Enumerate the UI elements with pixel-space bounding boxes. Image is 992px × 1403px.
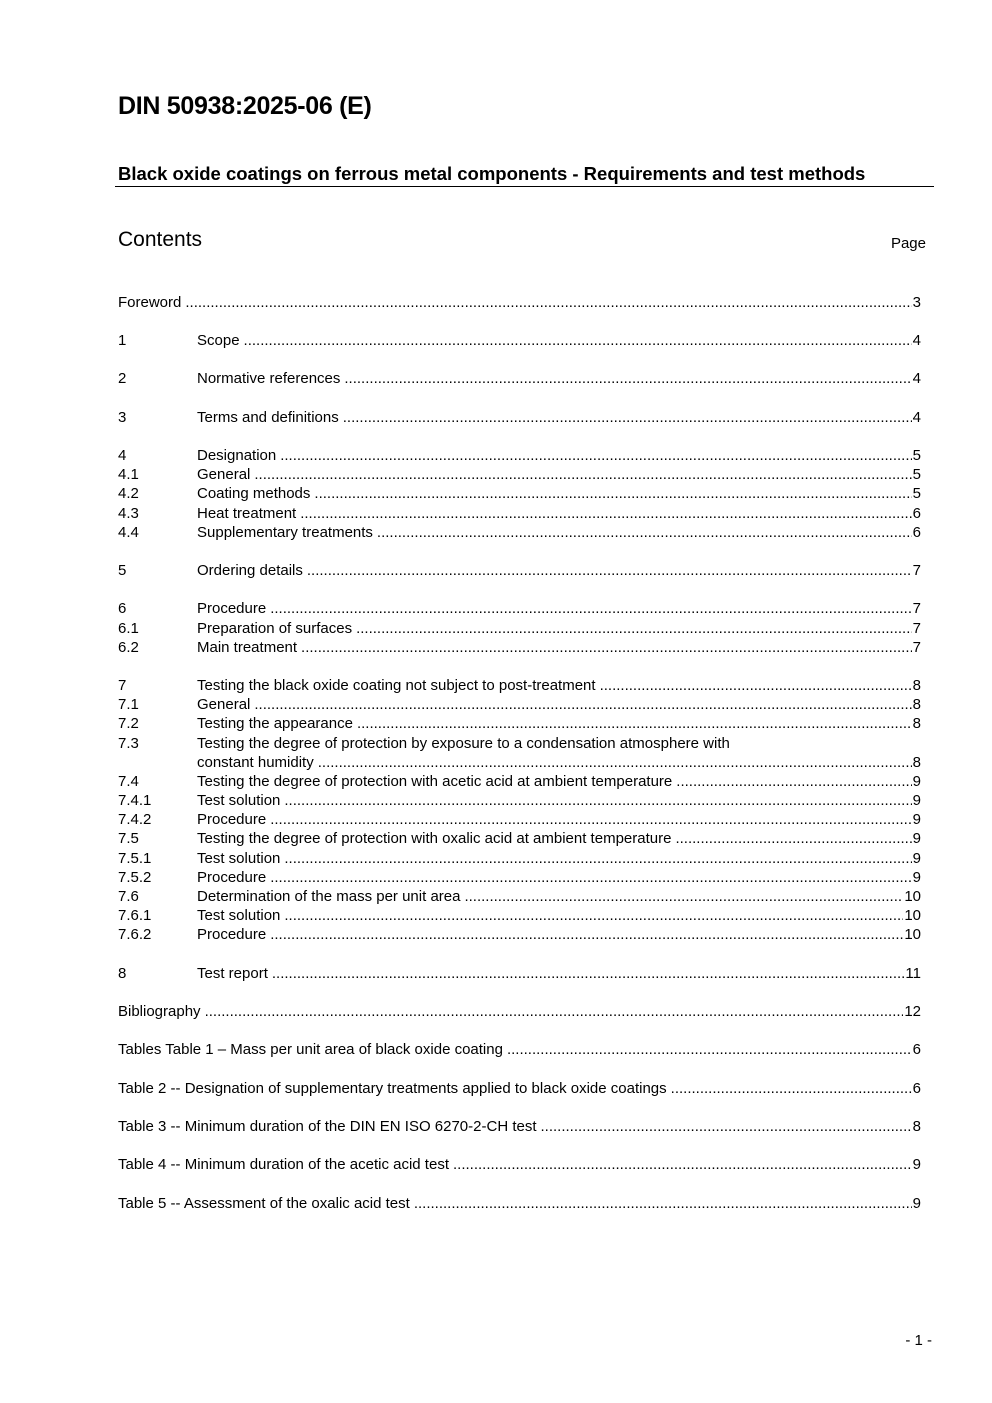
toc-page: 10	[904, 888, 921, 905]
toc-title: Table 4 -- Minimum duration of the acetic acid test	[118, 1155, 453, 1174]
dot-leader	[676, 772, 911, 791]
dot-leader	[343, 408, 912, 427]
dot-leader	[600, 676, 912, 695]
toc-title: Supplementary treatments	[197, 523, 377, 542]
dot-leader	[270, 810, 911, 829]
toc-entry-2[interactable]	[118, 369, 921, 388]
title-rule	[115, 186, 934, 187]
dot-leader	[377, 523, 912, 542]
toc-entry-6-1[interactable]	[118, 619, 921, 638]
page-number: - 1 -	[905, 1332, 932, 1349]
toc-entry-8[interactable]	[118, 964, 921, 983]
toc-entry-4-3[interactable]	[118, 504, 921, 523]
toc-page: 4	[912, 409, 921, 426]
toc-entry-bibliography[interactable]	[118, 1002, 921, 1021]
toc-page: 7	[912, 639, 921, 656]
toc-entry-7-4[interactable]	[118, 772, 921, 791]
toc-title: constant humidity	[197, 753, 318, 772]
toc-number: 7.5.2	[118, 869, 152, 886]
toc-page: 3	[912, 294, 921, 311]
toc-number: 7.2	[118, 715, 139, 732]
toc-page: 8	[912, 1118, 921, 1135]
dot-leader	[464, 887, 903, 906]
toc-page: 8	[912, 677, 921, 694]
dot-leader	[300, 504, 911, 523]
toc-entry-4-4[interactable]	[118, 523, 921, 542]
toc-entry-7-5-1[interactable]	[118, 849, 921, 868]
toc-entry-5[interactable]	[118, 561, 921, 580]
toc-title: Tables Table 1 – Mass per unit area of black oxide coating	[118, 1040, 507, 1059]
toc-page: 9	[912, 773, 921, 790]
toc-entry-table-1[interactable]	[118, 1040, 921, 1059]
toc-title: Coating methods	[197, 484, 314, 503]
dot-leader	[280, 446, 911, 465]
page-column-heading: Page	[890, 235, 926, 252]
toc-title: Test solution	[197, 849, 284, 868]
dot-leader	[284, 906, 903, 925]
toc-title: Testing the black oxide coating not subject to post-treatment	[197, 676, 600, 695]
toc-entry-3[interactable]	[118, 408, 921, 427]
toc-number: 4.2	[118, 485, 139, 502]
dot-leader	[284, 849, 911, 868]
toc-page: 9	[912, 850, 921, 867]
toc-entry-7-6-2[interactable]	[118, 925, 921, 944]
toc-entry-7-5[interactable]	[118, 829, 921, 848]
contents-heading: Contents	[118, 228, 203, 251]
toc-entry-6-2[interactable]	[118, 638, 921, 657]
toc-page: 9	[912, 792, 921, 809]
toc-page: 5	[912, 447, 921, 464]
toc-title: Bibliography	[118, 1002, 205, 1021]
toc-entry-6[interactable]	[118, 599, 921, 618]
toc-entry-7-6[interactable]	[118, 887, 921, 906]
toc-entry-7-4-2[interactable]	[118, 810, 921, 829]
dot-leader	[270, 599, 911, 618]
toc-page: 7	[912, 562, 921, 579]
toc-title: Procedure	[197, 599, 270, 618]
dot-leader	[244, 331, 912, 350]
toc-title: Procedure	[197, 868, 270, 887]
toc-entry-4-2[interactable]	[118, 484, 921, 503]
toc-page: 8	[912, 754, 921, 771]
dot-leader	[356, 619, 912, 638]
toc-title: Test report	[197, 964, 272, 983]
toc-page: 12	[904, 1003, 921, 1020]
toc-title: Testing the degree of protection with oxalic acid at ambient temperature	[197, 829, 675, 848]
document-title: Black oxide coatings on ferrous metal components - Requirements and test methods	[118, 163, 866, 184]
toc-page: 10	[904, 926, 921, 943]
toc-number: 7.4	[118, 773, 139, 790]
toc-number: 7.5.1	[118, 850, 152, 867]
dot-leader	[414, 1194, 912, 1213]
dot-leader	[272, 964, 905, 983]
toc-number: 1	[118, 332, 127, 349]
toc-entry-7-2[interactable]	[118, 714, 921, 733]
toc-title: Scope	[197, 331, 244, 350]
toc-number: 3	[118, 409, 127, 426]
toc-title: Foreword	[118, 293, 185, 312]
toc-number: 5	[118, 562, 127, 579]
toc-title: Testing the appearance	[197, 714, 357, 733]
toc-number: 6	[118, 600, 127, 617]
toc-title: Heat treatment	[197, 504, 300, 523]
toc-page: 7	[912, 600, 921, 617]
toc-title: General	[197, 465, 254, 484]
dot-leader	[284, 791, 911, 810]
dot-leader	[671, 1079, 912, 1098]
toc-number: 4.3	[118, 505, 139, 522]
toc-title: Testing the degree of protection with acetic acid at ambient temperature	[197, 772, 676, 791]
toc-title: Ordering details	[197, 561, 307, 580]
dot-leader	[205, 1002, 904, 1021]
toc-entry-7-3[interactable]	[118, 734, 921, 753]
toc-page: 7	[912, 620, 921, 637]
toc-page: 9	[912, 1156, 921, 1173]
toc-page: 10	[904, 907, 921, 924]
toc-title: Procedure	[197, 925, 270, 944]
toc-number: 7.6.1	[118, 907, 152, 924]
toc-page: 6	[912, 1080, 921, 1097]
dot-leader	[270, 925, 903, 944]
toc-number: 8	[118, 965, 127, 982]
toc-number: 7	[118, 677, 127, 694]
toc-title: Table 5 -- Assessment of the oxalic acid test	[118, 1194, 414, 1213]
dot-leader	[301, 638, 912, 657]
toc-entry-7[interactable]	[118, 676, 921, 695]
toc-entry-7-3-cont[interactable]	[118, 753, 921, 772]
toc-title: Procedure	[197, 810, 270, 829]
toc-number: 4.1	[118, 466, 139, 483]
toc-number: 6.2	[118, 639, 139, 656]
toc-page: 4	[912, 332, 921, 349]
toc-number: 4.4	[118, 524, 139, 541]
toc-page: 6	[912, 1041, 921, 1058]
toc-page: 5	[912, 466, 921, 483]
dot-leader	[314, 484, 911, 503]
toc-entry-table-3[interactable]	[118, 1117, 921, 1136]
toc-title: Test solution	[197, 791, 284, 810]
dot-leader	[541, 1117, 912, 1136]
toc-page: 8	[912, 715, 921, 732]
toc-number: 4	[118, 447, 127, 464]
toc-entry-4-1[interactable]	[118, 465, 921, 484]
toc-page: 9	[912, 1195, 921, 1212]
toc-title: Table 3 -- Minimum duration of the DIN EN ISO 6270-2-CH test	[118, 1117, 541, 1136]
toc-title: Preparation of surfaces	[197, 619, 356, 638]
toc-title: Terms and definitions	[197, 408, 343, 427]
toc-number: 6.1	[118, 620, 139, 637]
dot-leader	[344, 369, 911, 388]
toc-page: 6	[912, 524, 921, 541]
toc-title: Testing the degree of protection by exposure to a condensation atmosphere with	[197, 735, 730, 752]
toc-title: Test solution	[197, 906, 284, 925]
toc-title: Determination of the mass per unit area	[197, 887, 464, 906]
toc-page: 8	[912, 696, 921, 713]
toc-number: 7.5	[118, 830, 139, 847]
dot-leader	[254, 465, 911, 484]
toc-number: 7.4.1	[118, 792, 152, 809]
toc-number: 7.3	[118, 735, 139, 752]
dot-leader	[357, 714, 912, 733]
dot-leader	[453, 1155, 912, 1174]
dot-leader	[675, 829, 911, 848]
toc-entry-7-6-1[interactable]	[118, 906, 921, 925]
toc-entry-7-1[interactable]	[118, 695, 921, 714]
toc-number: 2	[118, 370, 127, 387]
dot-leader	[254, 695, 911, 714]
toc-entry-table-4[interactable]	[118, 1155, 921, 1174]
toc-page: 9	[912, 811, 921, 828]
toc-title: Designation	[197, 446, 280, 465]
toc-title: Main treatment	[197, 638, 301, 657]
toc-page: 5	[912, 485, 921, 502]
toc-entry-1[interactable]	[118, 331, 921, 350]
toc-number: 7.4.2	[118, 811, 152, 828]
toc-entry-table-2[interactable]	[118, 1079, 921, 1098]
toc-entry-foreword[interactable]	[118, 293, 921, 312]
toc-number: 7.6.2	[118, 926, 152, 943]
toc-entry-7-5-2[interactable]	[118, 868, 921, 887]
dot-leader	[307, 561, 912, 580]
dot-leader	[185, 293, 911, 312]
toc-page: 6	[912, 505, 921, 522]
toc-number: 7.6	[118, 888, 139, 905]
toc-page: 4	[912, 370, 921, 387]
toc-entry-table-5[interactable]	[118, 1194, 921, 1213]
toc-page: 9	[912, 830, 921, 847]
dot-leader	[270, 868, 911, 887]
toc-title: Table 2 -- Designation of supplementary treatments applied to black oxide coatings	[118, 1079, 671, 1098]
toc-number: 7.1	[118, 696, 139, 713]
toc-page: 9	[912, 869, 921, 886]
toc-title: General	[197, 695, 254, 714]
toc-page: 11	[905, 965, 921, 982]
toc-entry-7-4-1[interactable]	[118, 791, 921, 810]
toc-title: Normative references	[197, 369, 344, 388]
toc-entry-4[interactable]	[118, 446, 921, 465]
document-id: DIN 50938:2025-06 (E)	[118, 92, 372, 120]
dot-leader	[507, 1040, 912, 1059]
dot-leader	[318, 753, 912, 772]
